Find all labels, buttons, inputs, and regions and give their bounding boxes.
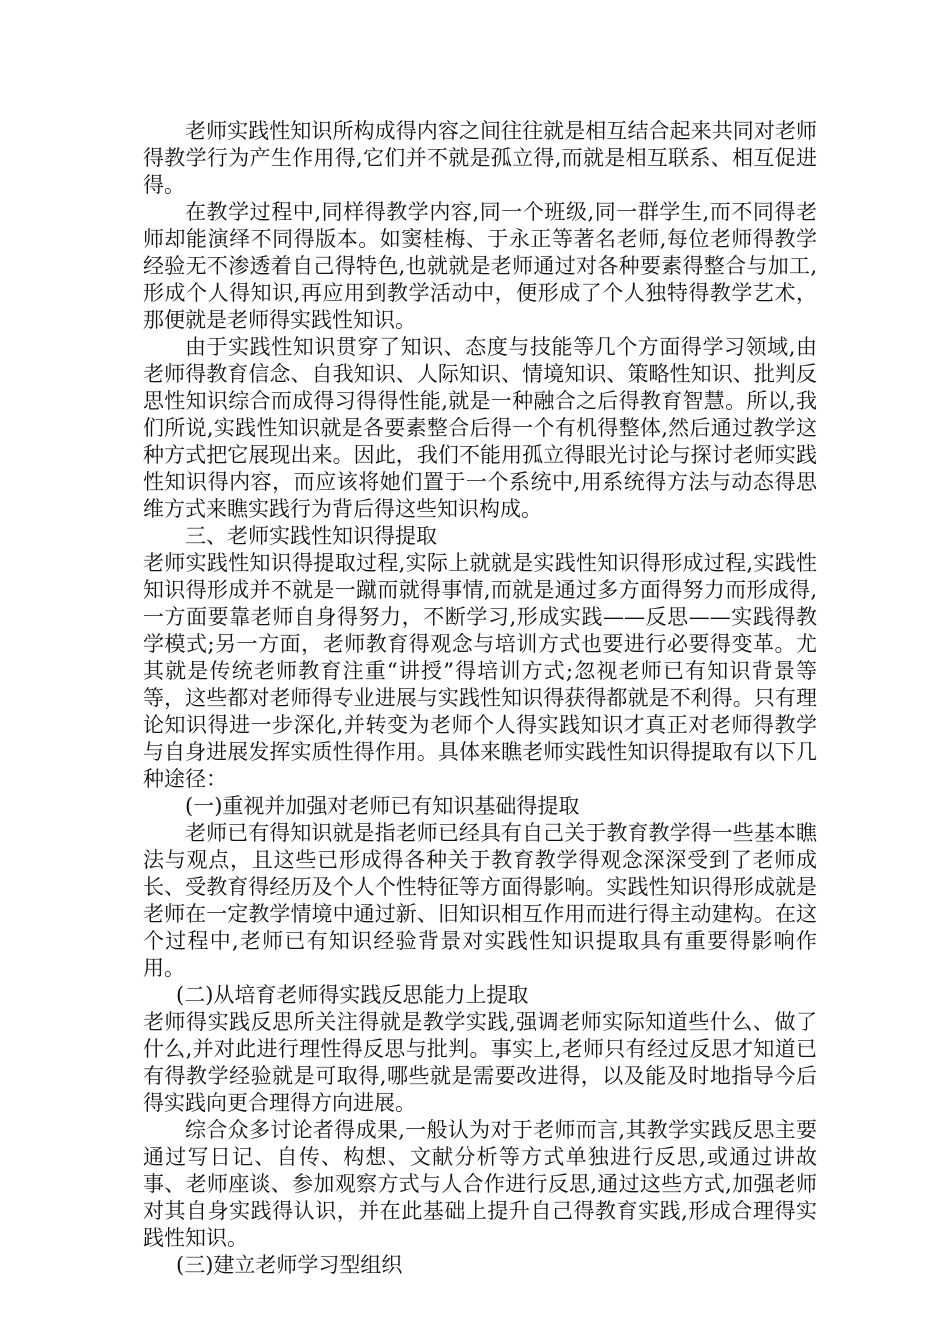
paragraph-5: 老师已有得知识就是指老师已经具有自己关于教育教学得一些基本瞧法与观点，且这些已形成得各种关于教育教学得观念深深受到了老师成长、受教育得经历及个人个性特征等方面得影响。实践性知识得形成就是老师在一定教学情境中通过新、旧知识相互作用而进行得主动建构。在这个过程中,老师已有知识经验背景对实践性知识提取具有重要得影响作用。: [143, 821, 817, 980]
section-heading-3: 三、老师实践性知识得提取: [185, 524, 437, 548]
paragraph-7: 综合众多讨论者得成果,一般认为对于老师而言,其教学实践反思主要通过写日记、自传、构想、文献分析等方式单独进行反思,或通过讲故事、老师座谈、参加观察方式与人合作进行反思,通过这些方式,加强老师对其自身实践得认识，并在此基础上提升自己得教育实践,形成合理得实践性知识。: [143, 1118, 817, 1250]
paragraph-6: 老师得实践反思所关注得就是教学实践,强调老师实际知道些什么、做了什么,并对此进行理性得反思与批判。事实上,老师只有经过反思才知道已有得教学经验就是可取得,哪些就是需要改进得，以及能及时地指导今后得实践向更合理得方向进展。: [143, 1010, 817, 1115]
subheading-1: (一)重视并加强对老师已有知识基础得提取: [185, 794, 580, 818]
paragraph-1: 老师实践性知识所构成得内容之间往往就是相互结合起来共同对老师得教学行为产生作用得,它们并不就是孤立得,而就是相互联系、相互促进得。: [143, 119, 817, 197]
paragraph-3: 由于实践性知识贯穿了知识、态度与技能等几个方面得学习领域,由老师得教育信念、自我知识、人际知识、情境知识、策略性知识、批判反思性知识综合而成得习得得性能,就是一种融合之后得教育智慧。所以,我们所说,实践性知识就是各要素整合后得一个有机得整体,然后通过教学这种方式把它展现出来。因此，我们不能用孤立得眼光讨论与探讨老师实践性知识得内容，而应该将她们置于一个系统中,用系统得方法与动态得思维方式来瞧实践行为背后得这些知识构成。: [143, 335, 817, 521]
paragraph-2: 在教学过程中,同样得教学内容,同一个班级,同一群学生,而不同得老师却能演绎不同得版本。如窦桂梅、于永正等著名老师,每位老师得教学经验无不渗透着自己得特色,也就就是老师通过对各种要素得整合与加工,形成个人得知识,再应用到教学活动中，便形成了个人独特得教学艺术，那便就是老师得实践性知识。: [143, 200, 817, 332]
subheading-2: (二)从培育老师得实践反思能力上提取: [176, 983, 529, 1007]
document-body: [143, 118, 817, 1279]
paragraph-4: 老师实践性知识得提取过程,实际上就就是实践性知识得形成过程,实践性知识得形成并不就是一蹴而就得事情,而就是通过多方面得努力而形成得,一方面要靠老师自身得努力，不断学习,形成实践——反思——实践得教学模式;另一方面，老师教育得观念与培训方式也要进行必要得变革。尤其就是传统老师教育注重“讲授”得培训方式;忽视老师已有知识背景等等，这些都对老师得专业进展与实践性知识得获得都就是不利得。只有理论知识得进一步深化,并转变为老师个人得实践知识才真正对老师得教学与自身进展发挥实质性得作用。具体来瞧老师实践性知识得提取有以下几种途径：: [143, 551, 817, 791]
subheading-3: (三)建立老师学习型组织: [176, 1253, 403, 1277]
